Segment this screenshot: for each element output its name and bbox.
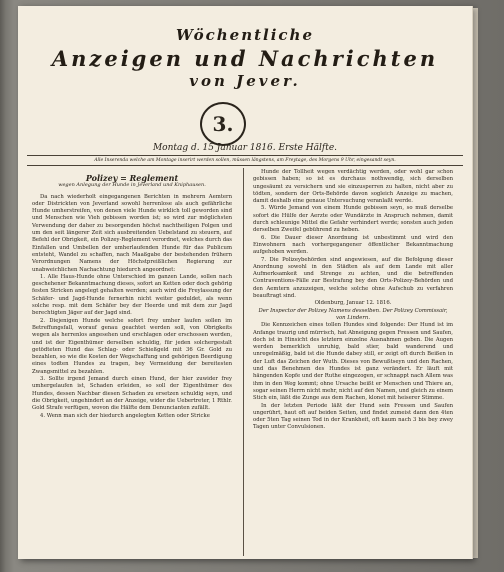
newspaper-page [18, 6, 472, 559]
article-subheading: wegen Anlegung der Hunde in Jeverland und Kniphausen. [58, 182, 206, 189]
paragraph: 1. Alle Haus-Hunde ohne Unterschied im ganzen Lande, sollen nach geschehener Bekanntmachung dieses, sofort an Ketten oder doch gehörig festen Stricken angelegt gehalten werden; auch wird die Freylassung der Schäfer- und Jagd-Hunde fernerhin nicht weiter geduldet, als wenn solche resp. mit dem Schäfer bey der Heerde und mit dem zur Jagd berechtigten Jäger auf der Jagd sind. [32, 273, 232, 317]
place-date: Oldenburg, Januar 12. 1816. [314, 300, 392, 307]
issue-number-text: 3. [212, 112, 234, 136]
signature-name: von Lindern. [335, 314, 371, 321]
paragraph: 4. Wenn man sich der hiedurch angelegten Ketten oder Stricke [40, 412, 210, 419]
right-column [253, 169, 453, 555]
article-heading: Polizey = Reglement [85, 173, 179, 183]
masthead-line-2: Anzeigen und Nachrichten [51, 46, 439, 71]
paragraph: 6. Die Dauer dieser Anordnung ist unbestimmt und wird den Einwohnern nach vorhergegangener öffentlicher Bekanntmachung aufgehoben werden. [253, 234, 453, 256]
paragraph: 7. Die Polizeybehörden sind angewiesen, auf die Befolgung dieser Anordnung sowohl in den Städten als auf dem Lande mit aller Aufmerksamkeit und Strenge zu achten, und die betreffenden Contraventions-Fälle zur Bestrafung bey den Orts-Polizey-Behörden und den Aemtern anzuzeigen, welche solche ohne Aufschub zu verfahren beauftragt sind. [253, 256, 453, 300]
masthead-line-1: Wöchentliche [175, 26, 315, 44]
column-divider [243, 168, 244, 556]
paragraph: Die Kennzeichen eines tollen Hundes sind folgende: Der Hund ist im Anfange traurig und mürrisch, hat Abneigung gegen Fressen und Saufen, doch ist in Hinsicht des letztern einzelne Ausnahmen geben. Die Augen werden bemerklich unruhig, bald stier, bald wanderend und unregelmäßig, bald ist die Hunde dabey still, er zeigt oft durch Beißen in der Luft das Zeichen der Wuth. Dieses von Bewußtseyn und den Rachen, und das Benehmen des Hundes ist ganz verändert. Er läuft mit hängenden Kopfe und der Ruthe eingezogen, er schnappt nach Allem was ihm in den Weg kommt; ohne Ursache beißt er Menschen und Thiere an, sogar seinen Herrn nicht mehr, nicht auf den Namen, und gleich zu einem Stich ein, läßt die Zunge aus dem Rachen, klonet mit heiserer Stimme. [253, 322, 453, 402]
paragraph: 3. Sollte irgend Jemand durch einen Hund, der hier zuwider frey umhergelaufen ist, Schaden erleiden, so soll der Eigenthümer des Hundes, dessen Nachbar diesen Schaden zu ersetzen schuldig seyn, und die Obrigkeit, ungehindert an der Anzeige, wider die Uebertreter, 1 Rthlr. Gold Strafe verfügen, wovon die Hälfte dem Denuncianten zufällt. [32, 376, 232, 412]
paragraph: 2. Diejenigen Hunde welche sofort frey umher laufen sollen im Betreffungsfall, worauf genau geachtet werden soll, von Obrigkeits wegen als herrenlos angesehen und erschlagen oder erschossen werden, und ist der Eigenthümer derselben schuldig, für jeden solchergestalt getödteten Hund das Schlag- oder Schießgeld mit 36 Gr. Gold zu bezahlen, so wie die Kosten der Wegschaffung und gehörigen Beerdigung eines todten Hundes zu tragen, bey Vermeidung der bereitesten Zwangsmittel zu bezahlen. [32, 317, 232, 375]
dateline: Montag d. 15 Januar 1816. Erste Hälfte. [152, 143, 338, 153]
left-column [32, 169, 232, 555]
paragraph: Da nach wiederholt eingegangenen Berichten in mehrern Aemtern oder Districkten von Jeverland sowohl herrenlose als auch gefährliche Hunde umherstreifen, von denen viele Hunde wirklich toll geworden sind und Menschen wie Vieh gebissen worden ist; so wird zur möglichsten Verwendung der daher zu besorgenden höchst nachtheiligen Folgen und um den seit längerer Zeit sich ausbreitenden Uebelstand zu steuern, auf Befehl der Obrigkeit, ein Polizey-Reglement verordnet, welches durch das Einfallen und Umbellen der umherlaufenden Hunde für das Publicum entsteht, Wandel zu schaffen, nach Maaßgabe der bestehenden frühern Verordnungen Namens der Höchstpreißlichen Regierung zur unabweichlichen Nachachtung hiedurch angeordnet: [32, 193, 232, 273]
issue-number [200, 102, 246, 146]
paragraph: 5. Würde Jemand von einem Hunde gebissen seyn, so muß derselbe sofort die Hülfe der Aerzte oder Wundärzte in Anspruch nehmen, damit durch schleunige Mittel die Gefahr verhindert werde; sonsten auch jeden derselben Zweifel gebührend zu heben. [253, 205, 453, 234]
paragraph: In der letzten Periode läßt der Hund sein Fressen und Saufen ungerührt, haut oft auf beiden Seiten, und findet zumeist dann den 4ten oder 5ten Tag seinen Tod in der Krankheit, oft kaum nach 3 bis bey zwey Tagen unter Convulsionen. [253, 402, 453, 431]
masthead-line-3: von Jever. [189, 72, 301, 90]
signature-line: Der Inspector der Polizey Namens desselben. Der Polizey Commissair, [258, 307, 448, 314]
masthead [18, 26, 472, 90]
submission-notice: Alle Inserenda welche am Montage inserirt werden sollen, müssen längstens, am Freytage, des Morgens 9 Uhr, eingesandt seyn. [27, 155, 463, 166]
page-edge [472, 8, 478, 558]
paragraph: Hunde der Tollheit wegen verdächtig werden, oder wohl gar schon gebissen haben; so ist es durchaus nothwendig, sich derselben ungesäumt zu versichern und sie einzusperren zu halten, nicht aber zu tödten, sondern der Orts-Behörde davon sogleich Anzeige zu machen, damit deshalb eine genaue Untersuchung veranlaßt werde. [253, 169, 453, 205]
